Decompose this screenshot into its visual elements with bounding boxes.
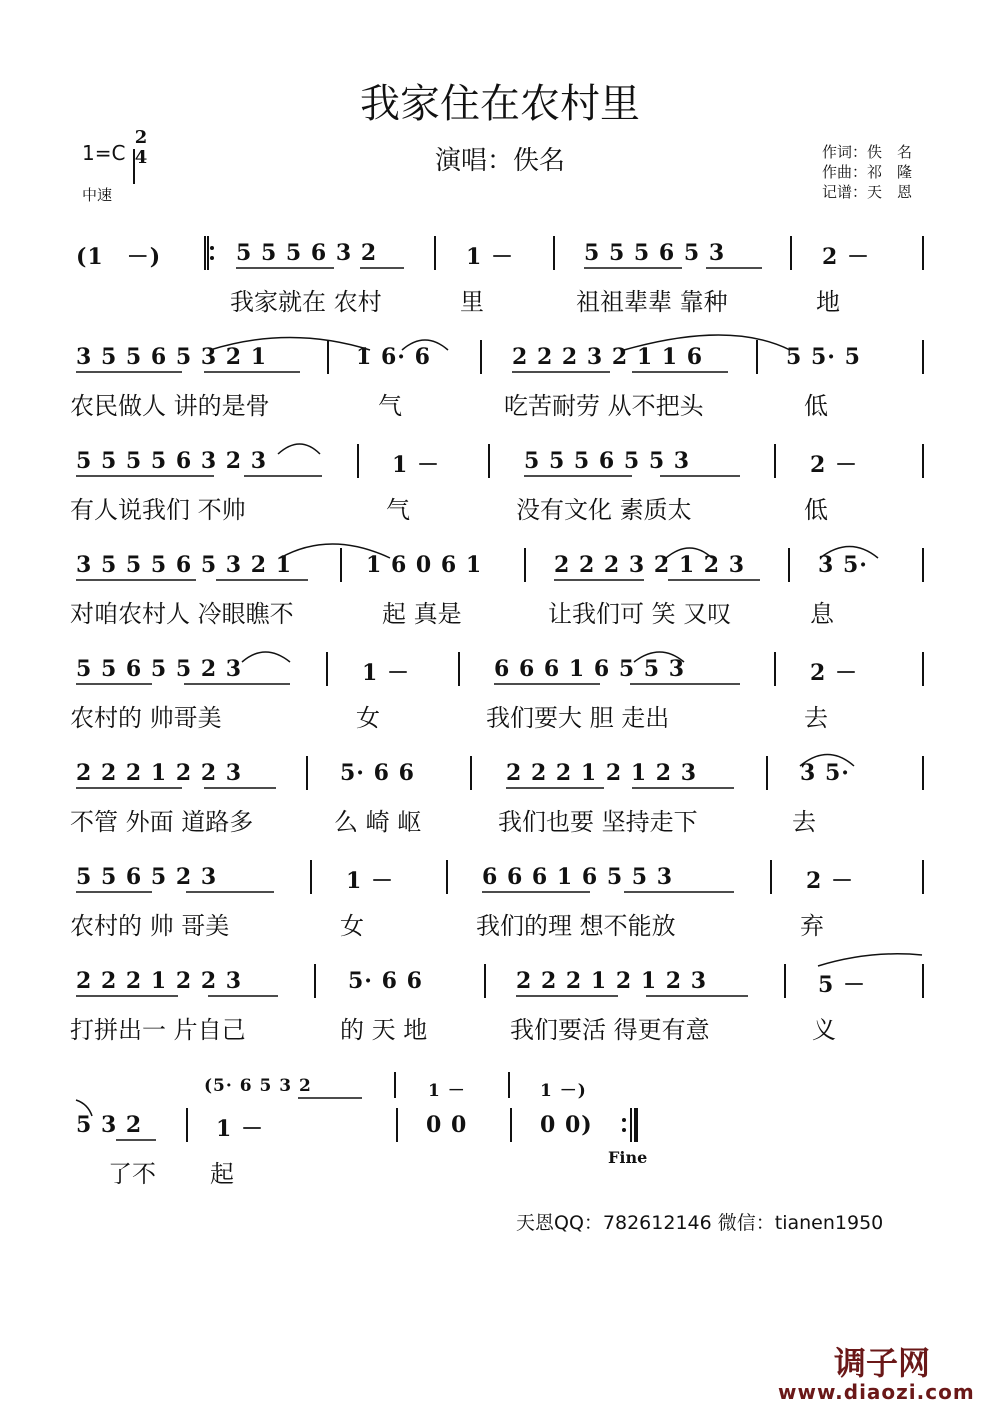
- barline: [784, 964, 786, 998]
- barline: [922, 548, 924, 582]
- barline: [508, 1072, 510, 1098]
- lyrics-line1-m1: 我家就在 农村: [230, 288, 382, 316]
- lyrics-line4-m3: 让我们可 笑 又叹: [548, 600, 732, 628]
- lyrics-line6-m3: 我们也要 坚持走下: [498, 808, 698, 836]
- barline: [922, 756, 924, 790]
- composer: 作曲：祁 隆: [822, 163, 913, 181]
- lyrics-line3-m1: 有人说我们 不帅: [70, 496, 246, 524]
- notes-line1-m1: 5 5 5 6 3 2: [236, 240, 378, 266]
- fraction-bar: [133, 149, 135, 184]
- barline: [510, 1108, 512, 1142]
- barline: [788, 548, 790, 582]
- notes-line1-m2: 1 －: [466, 244, 514, 270]
- notes-line5-m4: 2 －: [810, 660, 858, 686]
- site-url: www.diaozi.com: [778, 1380, 975, 1404]
- notes-line2-m2: 1 6· 6: [356, 344, 431, 370]
- lyrics-line2-m4: 低: [804, 392, 828, 420]
- fine-marking: Fine: [608, 1148, 648, 1167]
- notes-line1-m4: 2 －: [822, 244, 870, 270]
- notes-line5-m2: 1 －: [362, 660, 410, 686]
- notes-line8-m3: 2 2 2 1 2 1 2 3: [516, 968, 708, 994]
- credits: [822, 142, 912, 202]
- notes-line4-m1: 3 5 5 5 6 5 3 2 1: [76, 552, 293, 578]
- barline: [774, 444, 776, 478]
- barline: [310, 860, 312, 894]
- barline: [770, 860, 772, 894]
- barline: [790, 236, 792, 270]
- notes-line6-m3: 2 2 2 1 2 1 2 3: [506, 760, 698, 786]
- notes-line7-m4: 2 －: [806, 868, 854, 894]
- notes-line2-m4: 5 5· 5: [786, 344, 861, 370]
- barline: [394, 1072, 396, 1098]
- barline: [357, 444, 359, 478]
- lyrics-line4-m2: 起 真是: [382, 600, 462, 628]
- barline: [446, 860, 448, 894]
- lyrics-line8-m3: 我们要活 得更有意: [510, 1016, 710, 1044]
- site-logo: 调子网: [834, 1344, 931, 1382]
- notes-line8-m1: 2 2 2 1 2 2 3: [76, 968, 243, 994]
- barline: [340, 548, 342, 582]
- intro-notes: (1 －): [76, 244, 162, 270]
- lyricist: 作词：佚 名: [822, 143, 913, 161]
- lyrics-line2-m1: 农民做人 讲的是骨: [70, 392, 270, 420]
- barline: [774, 652, 776, 686]
- key-signature: 1=C: [82, 141, 126, 165]
- lyrics-line5-m3: 我们要大 胆 走出: [486, 704, 670, 732]
- barline: [922, 860, 924, 894]
- lyrics-line6-m4: 去: [792, 808, 816, 836]
- lyrics-line8-m1: 打拼出一 片自己: [70, 1016, 246, 1044]
- notes-line6-m1: 2 2 2 1 2 2 3: [76, 760, 243, 786]
- barline: [326, 652, 328, 686]
- barline: [458, 652, 460, 686]
- lyrics-line2-m2: 气: [378, 392, 402, 420]
- barline: [306, 756, 308, 790]
- barline: [396, 1108, 398, 1142]
- lyrics-line1-m2: 里: [460, 288, 484, 316]
- notes-line9-m2: 1 －: [216, 1116, 264, 1142]
- lyrics-line5-m1: 农村的 帅哥美: [70, 704, 222, 732]
- lyrics-line8-m2: 的 天 地: [340, 1016, 428, 1044]
- notes-line2-m1: 3 5 5 6 5 3 2 1: [76, 344, 268, 370]
- notes-line4-m2: 1 6 0 6 1: [366, 552, 483, 578]
- notes-line4-m3: 2 2 2 3 2 1 2 3: [554, 552, 746, 578]
- lyrics-line4-m1: 对咱农村人 冷眼瞧不: [70, 600, 294, 628]
- barline: [756, 340, 758, 374]
- barline: [434, 236, 436, 270]
- lyrics-line3-m2: 气: [386, 496, 410, 524]
- lyrics-line7-m2: 女: [340, 912, 364, 940]
- lyrics-line7-m1: 农村的 帅 哥美: [70, 912, 230, 940]
- lyrics-line6-m2: 么 崎 岖: [334, 808, 422, 836]
- notes-line6-m4: 3 5·: [800, 760, 850, 786]
- barline: [922, 964, 924, 998]
- barline: [922, 652, 924, 686]
- notes-line9-m1: 5 3 2: [76, 1112, 143, 1138]
- barline: [922, 236, 924, 270]
- notes-line5-m1: 5 5 6 5 5 2 3: [76, 656, 243, 682]
- lyrics-line9-m1: 了不: [108, 1160, 156, 1188]
- barline: [524, 548, 526, 582]
- lyrics-line5-m2: 女: [356, 704, 380, 732]
- song-title: 我家住在农村里: [360, 81, 640, 127]
- notes-line6-m2: 5· 6 6: [340, 760, 415, 786]
- lyrics-line3-m4: 低: [804, 496, 828, 524]
- lyrics-line1-m4: 地: [816, 288, 840, 316]
- coda-notes-m3: 1 －): [540, 1081, 587, 1101]
- lyrics-line2-m3: 吃苦耐劳 从不把头: [504, 392, 704, 420]
- contact-info: 天恩QQ：782612146 微信：tianen1950: [516, 1212, 884, 1234]
- lyrics-line1-m3: 祖祖辈辈 靠种: [576, 288, 728, 316]
- time-signature: [133, 128, 149, 168]
- barline: [470, 756, 472, 790]
- lyrics-line5-m4: 去: [804, 704, 828, 732]
- coda-notes-m1: (5· 6 5 3 2: [204, 1076, 312, 1096]
- lyrics-line6-m1: 不管 外面 道路多: [70, 808, 254, 836]
- coda-notes-m2: 1 －: [428, 1081, 466, 1101]
- barline: [186, 1108, 188, 1142]
- lyrics-line4-m4: 息: [810, 600, 834, 628]
- notes-line4-m4: 3 5·: [818, 552, 868, 578]
- notes-line9-m3: 0 0: [426, 1112, 468, 1138]
- barline: [484, 964, 486, 998]
- notes-line1-m3: 5 5 5 6 5 3: [584, 240, 726, 266]
- barline: [766, 756, 768, 790]
- notes-line8-m4: 5 －: [818, 972, 866, 998]
- singer: 演唱：佚名: [434, 146, 565, 176]
- barline: [314, 964, 316, 998]
- barline: [922, 340, 924, 374]
- notes-line7-m1: 5 5 6 5 2 3: [76, 864, 218, 890]
- time-top: 2: [134, 127, 148, 148]
- notes-line2-m3: 2 2 2 3 2 1 1 6: [512, 344, 704, 370]
- lyrics-line7-m3: 我们的理 想不能放: [476, 912, 676, 940]
- notes-line7-m3: 6 6 6 1 6 5 5 3: [482, 864, 674, 890]
- lyrics-line8-m4: 义: [812, 1016, 836, 1044]
- notes-line3-m3: 5 5 5 6 5 5 3: [524, 448, 691, 474]
- notes-line9-m4: 0 0): [540, 1112, 593, 1138]
- notes-line7-m2: 1 －: [346, 868, 394, 894]
- barline: [922, 444, 924, 478]
- barline: [553, 236, 555, 270]
- tempo-marking: 中速: [82, 186, 113, 204]
- lyrics-line3-m3: 没有文化 素质太: [516, 496, 692, 524]
- notes-line8-m2: 5· 6 6: [348, 968, 423, 994]
- notes-line5-m3: 6 6 6 1 6 5 5 3: [494, 656, 686, 682]
- transcriber: 记谱：天 恩: [822, 183, 913, 201]
- notes-line3-m2: 1 －: [392, 452, 440, 478]
- barline: [327, 340, 329, 374]
- barline: [488, 444, 490, 478]
- notes-line3-m1: 5 5 5 5 6 3 2 3: [76, 448, 268, 474]
- lyrics-line9-m2: 起: [210, 1160, 234, 1188]
- notes-line3-m4: 2 －: [810, 452, 858, 478]
- time-bottom: 4: [134, 147, 148, 168]
- barline: [480, 340, 482, 374]
- lyrics-line7-m4: 弃: [800, 912, 824, 940]
